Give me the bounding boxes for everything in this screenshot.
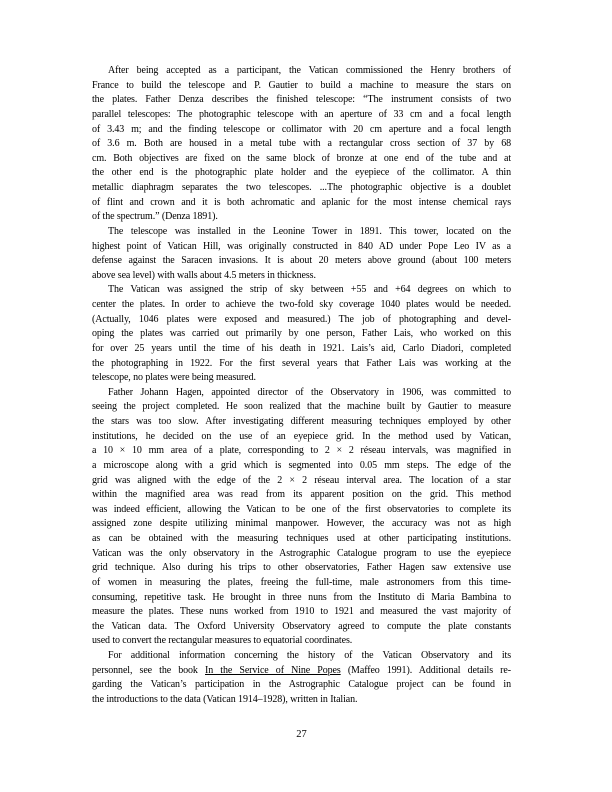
text-line: For additional information concerning the history of the Vatican Observatory and its bbox=[108, 650, 511, 661]
text-line: cm. Both objectives are fixed on the same block of bronze at one end of the tube and at bbox=[92, 152, 511, 164]
text-line: for over 25 years until the time of his death in 1921. Lais’s aid, Carlo Diadori, completed bbox=[92, 342, 511, 354]
text-line: the Vatican data. The Oxford University Observatory agreed to compute the plate constants bbox=[92, 620, 511, 632]
text-line: used to convert the rectangular measures to equatorial coordinates. bbox=[92, 635, 353, 647]
text-line: above sea level) with walls about 4.5 meters in thickness. bbox=[92, 269, 316, 281]
text-line: consuming, repetitive task. He brought in three nuns from the Instituto di Maria Bambina to bbox=[92, 591, 511, 603]
text-line: telescope, no plates were being measured. bbox=[92, 372, 256, 384]
text-line: grid was aligned with the edge of the 2 × 2 réseau interval area. The location of a star bbox=[92, 474, 511, 486]
text-line: a 10 × 10 mm area of a plate, corresponding to 2 × 2 réseau intervals, was magnified in bbox=[92, 445, 511, 457]
text-line: was indeed efficient, allowing the Vatican to be one of the first observatories to complete its bbox=[92, 503, 511, 515]
text-line: the photographing in 1922. For the first several years that Father Lais was working at the bbox=[92, 357, 511, 369]
text-line: garding the Vatican’s participation in the Astrographic Catalogue project can be found in bbox=[92, 679, 511, 691]
paragraph bbox=[92, 386, 511, 649]
text-line: France to build the telescope and P. Gautier to build a machine to measure the stars on bbox=[92, 79, 511, 91]
text-line: defense against the Saracen invasions. It is about 20 meters above ground (about 100 meters bbox=[92, 255, 511, 267]
text-line: The telescope was installed in the Leonine Tower in 1891. This tower, located on the bbox=[108, 225, 511, 237]
text-line: The Vatican was assigned the strip of sky between +55 and +64 degrees on which to bbox=[108, 284, 511, 296]
text-line: oping the plates was carried out primarily by one person, Father Lais, who worked on this bbox=[92, 328, 511, 340]
book-title-underlined: In the Service of Nine Popes bbox=[205, 664, 341, 676]
text-line: within the magnified area was read from its apparent position on the grid. This method bbox=[92, 489, 511, 501]
text-line: of 3.43 m; and the finding telescope or collimator with 20 cm aperture and a focal length bbox=[92, 123, 511, 135]
text-line: the introductions to the data (Vatican 1914–1928), written in Italian. bbox=[92, 693, 358, 705]
text-line: highest point of Vatican Hill, was originally constructed in 840 AD under Pope Leo IV as a bbox=[92, 240, 511, 252]
text-line: the other end is the photographic plate holder and the eyepiece of the collimator. A thin bbox=[92, 167, 511, 179]
paragraph bbox=[92, 64, 511, 225]
paragraph bbox=[92, 649, 511, 708]
text-line: personnel, see the book In the Service of Nine Popes (Maffeo 1991). Additional details re- bbox=[92, 664, 511, 676]
page-number: 27 bbox=[296, 729, 307, 740]
text-line: Vatican was the only observatory in the Astrographic Catalogue program to use the eyepiece bbox=[92, 547, 511, 559]
text-line: Father Johann Hagen, appointed director of the Observatory in 1906, was committed to bbox=[108, 386, 511, 398]
text-line: of women in measuring the plates, freeing the full-time, male astronomers from this time- bbox=[92, 576, 511, 588]
text-line: of the spectrum.” (Denza 1891). bbox=[92, 211, 218, 223]
text-line: grid technique. Also during his trips to other observatories, Father Hagen saw extensive use bbox=[92, 562, 511, 574]
text-line: metallic diaphragm separates the two telescopes. ...The photographic objective is a doublet bbox=[92, 182, 511, 193]
text-line: as can be obtained with the measuring techniques used at other participating institutions. bbox=[92, 533, 511, 544]
text-block bbox=[92, 64, 511, 708]
text-line: a microscope along with a grid which is segmented into 0.05 mm steps. The edge of the bbox=[92, 459, 511, 471]
text-line: institutions, he decided on the use of an eyepiece grid. In the method used by Vatican, bbox=[92, 430, 511, 442]
paragraph bbox=[92, 283, 511, 385]
text-line: After being accepted as a participant, the Vatican commissioned the Henry brothers of bbox=[108, 65, 511, 76]
text-line: parallel telescopes: The photographic telescope with an aperture of 33 cm and a focal length bbox=[92, 108, 511, 120]
text-line: of 3.6 m. Both are housed in a metal tube with a rectangular cross section of 37 by 68 bbox=[92, 138, 511, 150]
text-line: of flint and crown and it is both achromatic and aplanic for the most intense chemical rays bbox=[92, 196, 511, 208]
text-line: center the plates. In order to achieve the two-fold sky coverage 1040 plates would be needed. bbox=[92, 299, 511, 310]
text-line: (Actually, 1046 plates were exposed and measured.) The job of photographing and devel- bbox=[92, 313, 511, 325]
text-line: seeing the project completed. He soon realized that the machine built by Gautier to measure bbox=[92, 401, 511, 413]
text-line: the plates. Father Denza describes the finished telescope: “The instrument consists of two bbox=[92, 94, 511, 106]
paragraph bbox=[92, 225, 511, 284]
text-line: the stars was too slow. After investigating different measuring techniques employed by other bbox=[92, 416, 511, 427]
text-line: assigned zone despite utilizing minimal manpower. However, the accuracy was not as high bbox=[92, 518, 511, 530]
text-line: measure the plates. These nuns worked from 1910 to 1921 and measured the vast majority of bbox=[92, 606, 511, 618]
